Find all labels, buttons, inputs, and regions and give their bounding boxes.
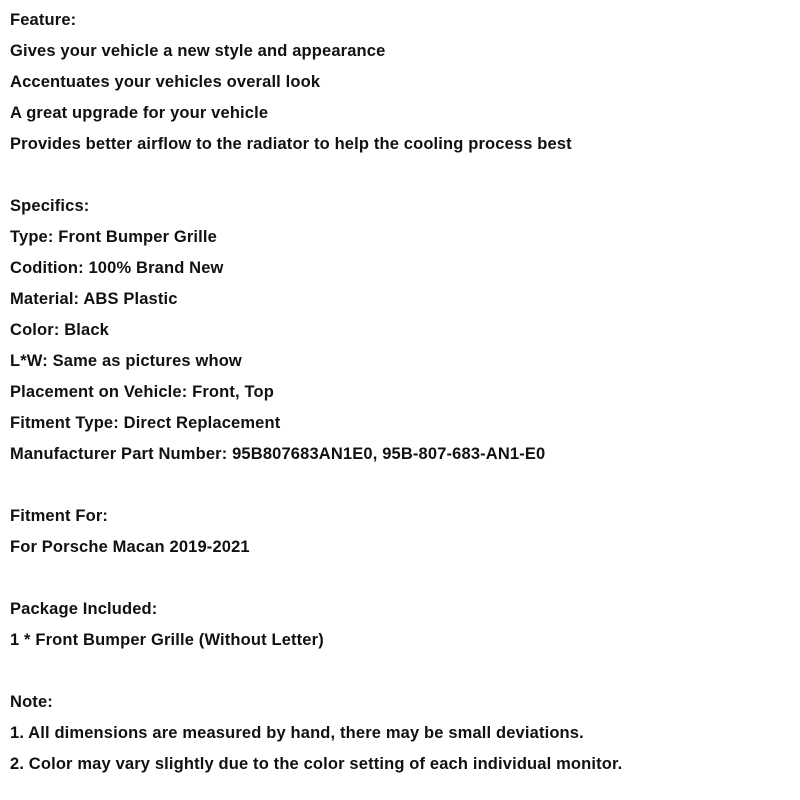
spec-color: Color: Black [10,321,109,339]
fitment-section [10,501,795,563]
product-description [10,5,795,780]
spec-type: Type: Front Bumper Grille [10,228,217,246]
feature-item: A great upgrade for your vehicle [10,104,269,122]
package-heading: Package Included: [10,600,158,618]
package-item: 1 * Front Bumper Grille (Without Letter) [10,631,324,649]
feature-item: Provides better airflow to the radiator to help the cooling process best [10,135,572,153]
note-item: 2. Color may vary slightly due to the color setting of each individual monitor. [10,755,623,773]
feature-item: Accentuates your vehicles overall look [10,73,321,91]
spec-fitment-type: Fitment Type: Direct Replacement [10,414,281,432]
note-heading: Note: [10,693,53,711]
specifics-section [10,191,795,470]
spec-material: Material: ABS Plastic [10,290,178,308]
section-spacer [10,656,795,687]
spec-condition: Codition: 100% Brand New [10,259,224,277]
specifics-heading: Specifics: [10,197,90,215]
note-section [10,687,795,780]
feature-heading: Feature: [10,11,77,29]
section-spacer [10,470,795,501]
feature-section [10,5,795,160]
fitment-heading: Fitment For: [10,507,109,525]
spec-placement: Placement on Vehicle: Front, Top [10,383,274,401]
note-item: 1. All dimensions are measured by hand, there may be small deviations. [10,724,584,742]
fitment-item: For Porsche Macan 2019-2021 [10,538,250,556]
spec-dimensions: L*W: Same as pictures whow [10,352,242,370]
package-section [10,594,795,656]
section-spacer [10,563,795,594]
feature-item: Gives your vehicle a new style and appearance [10,42,386,60]
spec-part-number: Manufacturer Part Number: 95B807683AN1E0, 95B-807-683-AN1-E0 [10,445,546,463]
section-spacer [10,160,795,191]
